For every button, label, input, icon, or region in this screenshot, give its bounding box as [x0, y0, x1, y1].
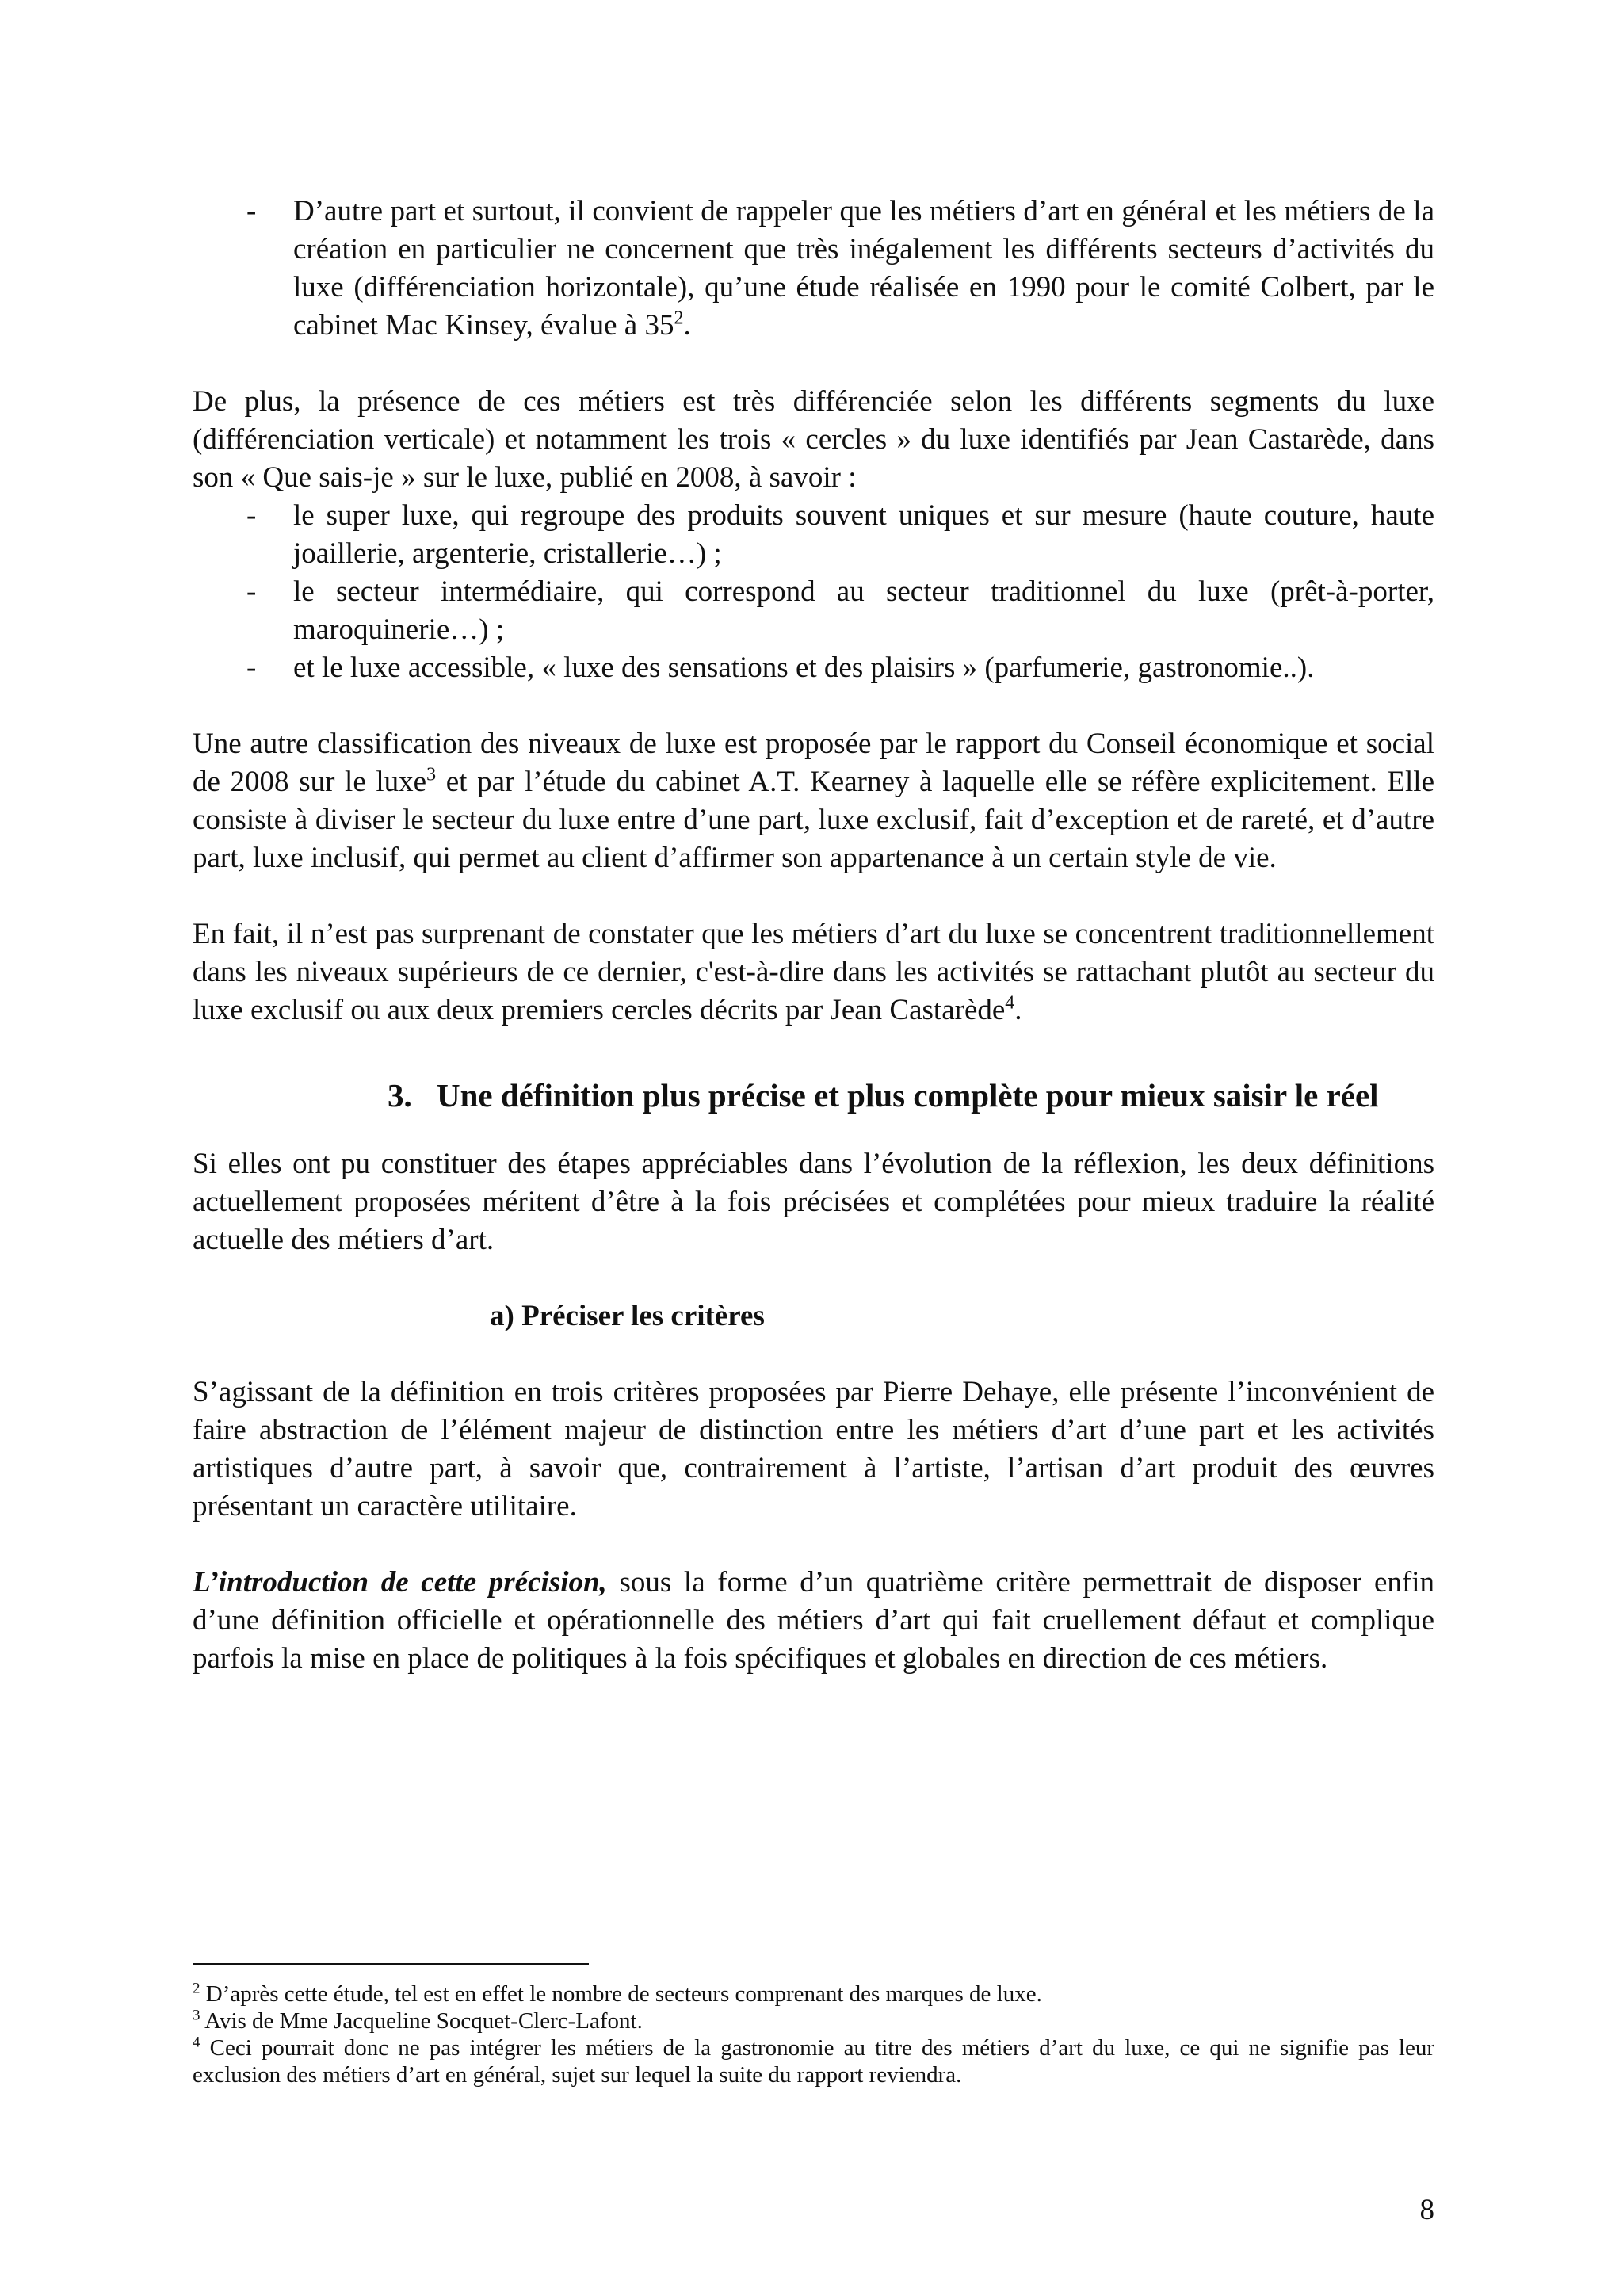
page-number: 8 [1419, 2194, 1434, 2226]
paragraph-segments: De plus, la présence de ces métiers est très différenciée selon les différents segments du luxe (différenciation verticale) et notamment les trois « cercles » du luxe identifiés par Jean Castarède, dans son « Que sais-je » sur le luxe, publié en 2008, à savoir : [193, 385, 1434, 494]
list-item-text: le secteur intermédiaire, qui correspond au secteur traditionnel du luxe (prêt-à-porter, maroquinerie…) ; [293, 575, 1434, 646]
section-number: 3. [388, 1077, 412, 1114]
paragraph-steps: Si elles ont pu constituer des étapes appréciables dans l’évolution de la réflexion, les deux définitions actuellement proposées méritent d’être à la fois précisées et complétées pour mieux traduire la réalité actuelle des métiers d’art. [193, 1148, 1434, 1256]
top-bullet-list [193, 193, 1434, 345]
footnote-text: D’après cette étude, tel est en effet le nombre de secteurs comprenant des marques de luxe. [200, 1981, 1042, 2007]
segments-list [193, 497, 1434, 687]
footnote-ref: 2 [674, 308, 684, 329]
footnote-number: 4 [193, 2034, 200, 2051]
list-item [193, 193, 1434, 345]
footnote [193, 2034, 1434, 2088]
paragraph-dehaye: S’agissant de la définition en trois critères proposées par Pierre Dehaye, elle présente l’inconvénient de faire abstraction de l’élément majeur de distinction entre les métiers d’art d’une part et les activités artistiques d’autre part, à savoir que, contrairement à l’artiste, l’artisan d’art produit des œuvres présentant un caractère utilitaire. [193, 1376, 1434, 1522]
list-item-text: et le luxe accessible, « luxe des sensations et des plaisirs » (parfumerie, gastronomie..). [293, 651, 1315, 684]
list-item-end: . [683, 309, 691, 342]
footnote-number: 3 [193, 2007, 200, 2024]
footnote [193, 1981, 1434, 2008]
paragraph-classification [193, 725, 1434, 877]
section-title: Une définition plus précise et plus complète pour mieux saisir le réel [437, 1077, 1379, 1114]
paragraph-text: et par l’étude du cabinet A.T. Kearney à laquelle elle se réfère explicitement. Elle consiste à diviser le secteur du luxe entre d’une part, luxe exclusif, fait d’exception et de rareté, et d’autre part, luxe inclusif, qui permet au client d’affirmer son appartenance à un certain style de vie. [193, 766, 1435, 874]
list-item [193, 497, 1434, 573]
footnote-separator [193, 1963, 589, 1965]
list-marker: - [246, 195, 257, 227]
paragraph-text: En fait, il n’est pas surprenant de constater que les métiers d’art du luxe se concentrent traditionnellement dans les niveaux supérieurs de ce dernier, c'est-à-dire dans les activités se rattachant plutôt au secteur du luxe exclusif ou aux deux premiers cercles décrits par Jean Castarède [193, 918, 1434, 1026]
list-marker: - [246, 575, 257, 608]
paragraph-text: Une autre classification des niveaux de luxe est proposée par le rapport du Conseil économique et social de 2008 sur le luxe [193, 728, 1434, 798]
section-heading [388, 1074, 1434, 1117]
subsection-heading: a) Préciser les critères [490, 1300, 765, 1332]
paragraph-introduction-precision [193, 1564, 1434, 1678]
list-marker: - [246, 651, 257, 684]
paragraph-text: . [1014, 994, 1022, 1026]
list-item-text: D’autre part et surtout, il convient de rappeler que les métiers d’art en général et les métiers de la création en particulier ne concernent que très inégalement les différents secteurs d’activités du luxe (différenciation horizontale), qu’une étude réalisée en 1990 pour le comité Colbert, par le cabinet Mac Kinsey, évalue à 35 [293, 195, 1434, 342]
body-text [193, 193, 1434, 1678]
footnote-ref: 3 [426, 764, 437, 785]
footnote-ref: 4 [1005, 992, 1015, 1014]
footnote-number: 2 [193, 1980, 200, 1997]
list-item [193, 573, 1434, 649]
footnote-text: Avis de Mme Jacqueline Socquet-Clerc-Lafont. [200, 2008, 643, 2034]
footnote [193, 2008, 1434, 2034]
list-item [193, 649, 1434, 687]
list-item-text: le super luxe, qui regroupe des produits souvent uniques et sur mesure (haute couture, haute joaillerie, argenterie, cristallerie…) ; [293, 499, 1434, 570]
footnote-text: Ceci pourrait donc ne pas intégrer les métiers de la gastronomie au titre des métiers d’art du luxe, ce qui ne signifie pas leur exclusion des métiers d’art en général, sujet sur lequel la suite du rapport reviendra. [193, 2035, 1434, 2088]
emphasis-text: L’introduction de cette précision, [193, 1566, 607, 1599]
footnotes [193, 1963, 1434, 2088]
paragraph-text: sous la forme d’un quatrième critère permettrait de disposer enfin d’une définition officielle et opérationnelle des métiers d’art qui fait cruellement défaut et complique parfois la mise en place de politiques à la fois spécifiques et globales en direction de ces métiers. [193, 1566, 1435, 1675]
paragraph-fact [193, 915, 1434, 1030]
list-marker: - [246, 499, 257, 532]
